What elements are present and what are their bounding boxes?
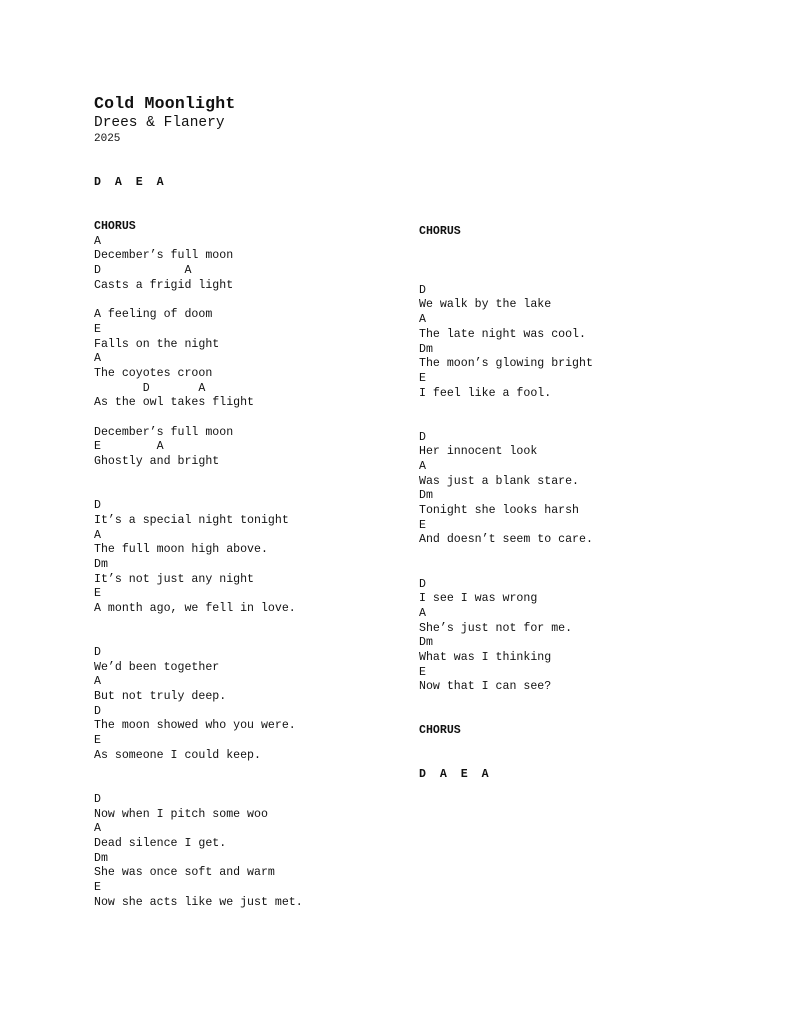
chord-line: D — [94, 646, 101, 659]
chord-line: D A — [94, 264, 192, 278]
lyric-line: The full moon high above. — [94, 543, 268, 557]
section-heading: D A E A — [419, 768, 489, 782]
lyric-line: The moon’s glowing bright — [419, 357, 593, 371]
blank-line — [419, 710, 593, 725]
lyric-line: It’s not just any night — [94, 572, 255, 586]
lyric-line: Now she acts like we just met. — [94, 895, 303, 909]
lyric-line: I feel like a fool. — [419, 386, 552, 400]
chord-line: D — [94, 704, 101, 718]
chord-line: A — [94, 822, 101, 836]
blank-line — [94, 294, 303, 309]
lyric-line: December’s full moon — [94, 249, 234, 263]
blank-line — [419, 416, 593, 431]
chord-line: E A — [94, 440, 164, 454]
lyric-line: But not truly deep. — [94, 690, 227, 704]
lyric-line: As someone I could keep. — [94, 748, 261, 762]
lyric-line: Casts a frigid light — [94, 278, 234, 292]
lyric-line: Falls on the night — [94, 337, 220, 351]
chord-line: A — [94, 352, 101, 366]
chord-line: Dm — [419, 342, 433, 356]
lyric-line: The moon showed who you were. — [94, 719, 296, 733]
blank-line — [94, 411, 303, 426]
chord-line: E — [94, 322, 101, 336]
chord-line: Dm — [419, 636, 433, 650]
lyric-line: Was just a blank stare. — [419, 474, 580, 488]
lyric-line: December’s full moon — [94, 425, 234, 439]
blank-line — [94, 484, 303, 499]
blank-line — [419, 695, 593, 710]
chord-line: E — [94, 587, 101, 601]
lyric-line: And doesn’t seem to care. — [419, 533, 593, 547]
lyric-line: She was once soft and warm — [94, 866, 275, 880]
blank-line — [419, 739, 593, 754]
chord-line: Dm — [94, 557, 108, 571]
song-title: Cold Moonlight — [94, 94, 236, 113]
blank-line — [419, 548, 593, 563]
chord-line: A — [94, 675, 101, 689]
chord-line: E — [419, 518, 426, 532]
blank-line — [419, 254, 593, 269]
song-year: 2025 — [94, 133, 121, 145]
chord-line: E — [419, 371, 426, 385]
song-authors: Drees & Flanery — [94, 115, 225, 131]
section-heading: CHORUS — [94, 220, 136, 234]
chord-line: D — [419, 430, 426, 444]
lyric-line: Dead silence I get. — [94, 836, 227, 850]
lyric-line: We’d been together — [94, 660, 220, 674]
blank-line — [419, 401, 593, 416]
lyric-line: The coyotes croon — [94, 366, 213, 380]
blank-line — [94, 631, 303, 646]
lyric-line: A month ago, we fell in love. — [94, 601, 296, 615]
chord-line: Dm — [94, 851, 108, 865]
section-heading: CHORUS — [419, 225, 461, 238]
lyric-line: She’s just not for me. — [419, 621, 573, 635]
chord-line: A — [419, 313, 426, 327]
lyrics-column-left — [94, 176, 303, 910]
chord-line: E — [419, 665, 426, 679]
blank-line — [94, 764, 303, 779]
lyric-line: Ghostly and bright — [94, 455, 220, 469]
chord-line: D — [94, 792, 101, 806]
section-heading: CHORUS — [419, 724, 461, 738]
blank-line — [419, 240, 593, 255]
lyrics-column-right — [419, 225, 593, 783]
blank-line — [94, 470, 303, 485]
chord-line: E — [94, 734, 101, 748]
section-heading: D A E A — [94, 176, 164, 189]
chord-line: A — [419, 460, 426, 473]
chord-line: D A — [94, 381, 206, 395]
lyric-line: Now that I can see? — [419, 680, 552, 694]
blank-line — [94, 617, 303, 632]
lyric-line: As the owl takes flight — [94, 396, 255, 410]
chord-line: D — [419, 283, 426, 297]
blank-line — [419, 269, 593, 284]
blank-line — [94, 205, 303, 220]
chord-line: A — [94, 528, 101, 542]
lyric-line: Her innocent look — [419, 445, 538, 459]
chord-line: A — [419, 606, 426, 620]
blank-line — [94, 191, 303, 206]
lyric-line: What was I thinking — [419, 650, 552, 664]
chord-line: A — [94, 234, 101, 248]
chord-line: D — [419, 577, 426, 591]
chord-line: E — [94, 881, 101, 894]
lyric-line: We walk by the lake — [419, 298, 552, 312]
blank-line — [94, 778, 303, 793]
lyric-line: I see I was wrong — [419, 592, 538, 606]
blank-line — [419, 563, 593, 578]
lyric-line: Tonight she looks harsh — [419, 504, 580, 518]
blank-line — [419, 754, 593, 769]
chord-line: Dm — [419, 489, 433, 503]
chord-line: D — [94, 499, 101, 513]
lyric-line: It’s a special night tonight — [94, 513, 289, 527]
lyric-line: The late night was cool. — [419, 327, 586, 341]
lyric-line: A feeling of doom — [94, 308, 213, 322]
lyric-line: Now when I pitch some woo — [94, 807, 268, 821]
